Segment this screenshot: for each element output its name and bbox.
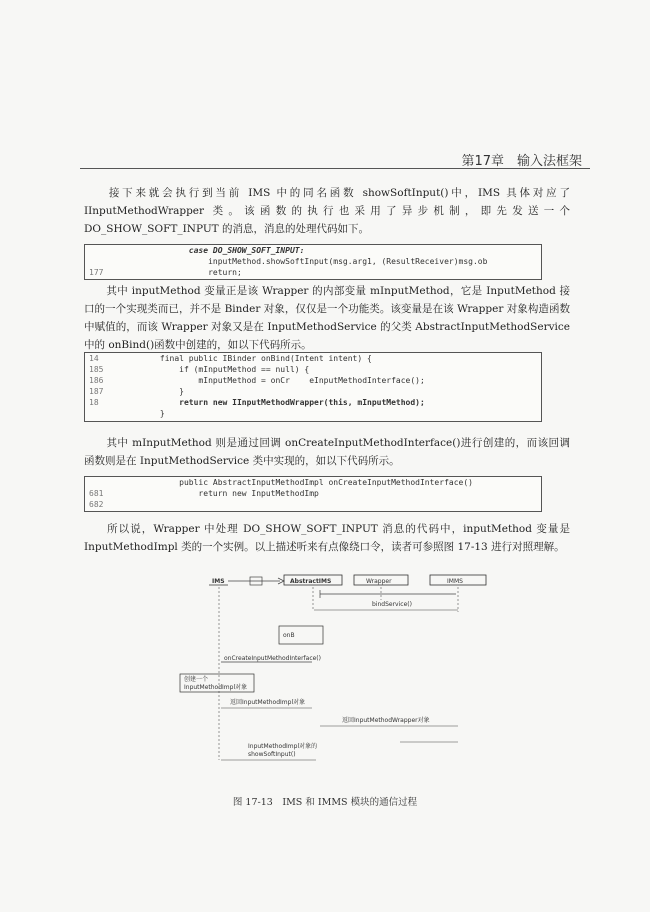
lifeline-abstractims: AbstractIMS (290, 578, 332, 585)
msg-return-wrapper: 返回InputMethodWrapper对象 (342, 717, 430, 724)
figure-caption: 图 17-13 IMS 和 IMMS 模块的通信过程 (232, 797, 418, 808)
msg-on-create: onCreateInputMethodInterface() (224, 655, 321, 662)
code-line: 18 return new IInputMethodWrapper(this, mInputMethod); (89, 398, 425, 407)
code-line: public AbstractInputMethodImpl onCreateInputMethodInterface() (131, 478, 473, 487)
code-line: case DO_SHOW_SOFT_INPUT: (131, 246, 305, 255)
code-line: } (131, 409, 165, 418)
lifeline-wrapper: Wrapper (366, 578, 392, 585)
paragraph-4: 所以说，Wrapper 中处理 DO_SHOW_SOFT_INPUT 消息的代码中，inputMethod 变量是 InputMethodImpl 类的一个实例。以上描述听来有点像绕口令，读者可参照图 17-13 进行对照理解。 (84, 523, 570, 553)
paragraph-2: 其中 inputMethod 变量正是该 Wrapper 的内部变量 mInputMethod，它是 InputMethod 接口的一个实现类而已，并不是 Binder 对象，仅仅是一个功能类。该变量是在该 Wrapper 对象构造函数中赋值的，而该 Wrapper 对象又是在 InputMethodService 的父类 AbstractInputMethodService 中的 onBind()函数中创建的，如以下代码所示。 (84, 285, 570, 351)
code-line: 187 } (89, 387, 184, 396)
msg-return-impl: 返回InputMethodImpl对象 (230, 699, 306, 706)
msg-bind-service: bindService() (372, 601, 412, 608)
code-line: 177 return; (89, 268, 242, 277)
lifeline-imms: IMMS (447, 578, 463, 585)
code-line: 681 return new InputMethodImp (89, 489, 319, 498)
code-line: 14 final public IBinder onBind(Intent intent) { (89, 354, 372, 363)
code-line: 186 mInputMethod = onCr eInputMethodInterface(); (89, 376, 425, 385)
code-line: 682 (89, 500, 104, 509)
code-line: inputMethod.showSoftInput(msg.arg1, (ResultReceiver)msg.ob (131, 257, 488, 266)
msg-create-impl-1: 创建一个 (184, 676, 209, 683)
lifeline-ims: IMS (212, 578, 225, 585)
paragraph-1: 接下来就会执行到当前 IMS 中的同名函数 showSoftInput()中，IMS 具体对应了 IInputMethodWrapper 类。该函数的执行也采用了异步机制，即先发送一个 DO_SHOW_SOFT_INPUT 的消息，消息的处理代码如下。 (84, 187, 570, 235)
msg-create-impl-2: InputMethodImpl对象 (184, 684, 248, 691)
paragraph-3: 其中 mInputMethod 则是通过回调 onCreateInputMethodInterface()进行创建的，而该回调函数则是在 InputMethodService 类中实现的，如以下代码所示。 (84, 437, 570, 467)
msg-show-1: InputMethodImpl对象的 (248, 743, 318, 750)
code-line: 185 if (mInputMethod == null) { (89, 365, 310, 374)
msg-show-2: showSoftInput() (248, 751, 296, 758)
msg-on-bind: onB (283, 632, 295, 639)
chapter-header: 第17章 输入法框架 (461, 154, 582, 169)
